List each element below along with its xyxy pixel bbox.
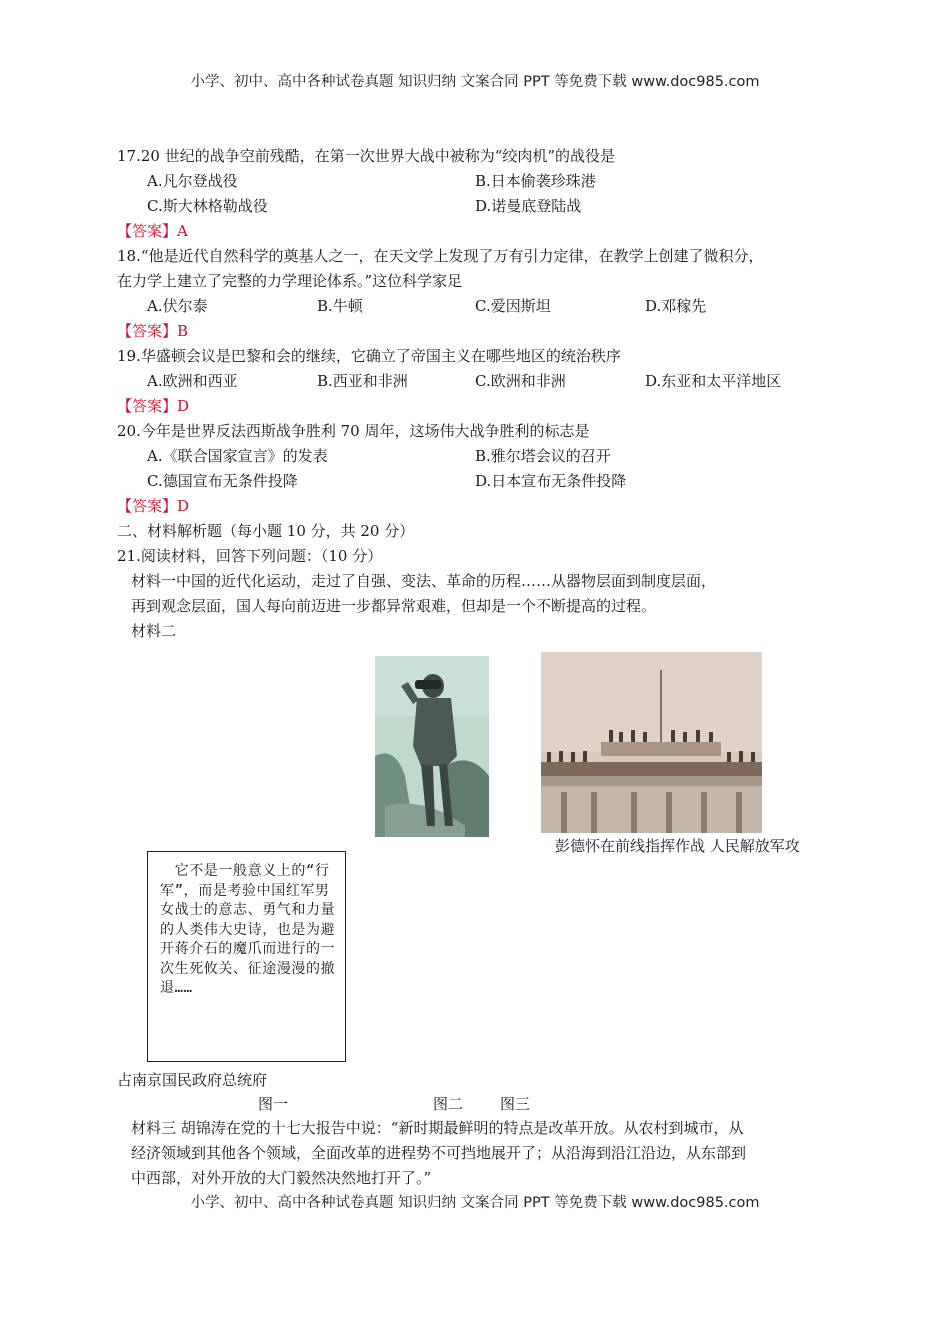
q19-option-b: B.西亚和非洲 xyxy=(317,372,408,390)
material-3-line3: 中西部，对外开放的大门毅然决然地打开了。” xyxy=(131,1169,432,1187)
photo-presidential-palace xyxy=(541,652,762,833)
question-17-stem: 17.20 世纪的战争空前残酷，在第一次世界大战中被称为“绞肉机”的战役是 xyxy=(117,147,616,165)
figure-3-label: 图三 xyxy=(500,1095,531,1113)
section-2-title: 二、材料解析题（每小题 10 分，共 20 分） xyxy=(117,522,415,540)
q18-option-a: A.伏尔泰 xyxy=(147,297,208,315)
q20-option-b: B.雅尔塔会议的召开 xyxy=(475,447,611,465)
q20-option-a: A.《联合国家宣言》的发表 xyxy=(147,447,328,465)
q19-option-c: C.欧洲和非洲 xyxy=(475,372,566,390)
question-18-stem-line1: 18.“他是近代自然科学的奠基人之一，在天文学上发现了万有引力定律，在教学上创建了微积分， xyxy=(117,247,764,265)
q20-option-d: D.日本宣布无条件投降 xyxy=(475,472,627,490)
q19-option-d: D.东亚和太平洋地区 xyxy=(645,372,782,390)
question-18-stem-line2: 在力学上建立了完整的力学理论体系。”这位科学家足 xyxy=(117,272,463,290)
q18-answer: 【答案】B xyxy=(117,322,189,340)
page-footer: 小学、初中、高中各种试卷真题 知识归纳 文案合同 PPT 等免费下载 www.doc985.com xyxy=(190,1195,760,1211)
material-2-label: 材料二 xyxy=(131,622,177,640)
photo-caption-left: 占南京国民政府总统府 xyxy=(117,1071,268,1089)
q18-option-c: C.爱因斯坦 xyxy=(475,297,551,315)
q18-option-b: B.牛顿 xyxy=(317,297,363,315)
q17-option-c: C.斯大林格勒战役 xyxy=(147,197,268,215)
q17-answer: 【答案】A xyxy=(117,222,188,240)
photo-peng-dehuai xyxy=(375,656,489,837)
q19-answer: 【答案】D xyxy=(117,397,190,415)
figure-1-label: 图一 xyxy=(258,1095,289,1113)
long-march-text: 它不是一般意义上的“行军”，而是考验中国红军男女战士的意志、勇气和力量的人类伟大史诗，也是为避开蒋介石的魔爪而进行的一次生死攸关、征途漫漫的撤退…… xyxy=(160,863,336,996)
question-19-stem: 19.华盛顿会议是巴黎和会的继续，它确立了帝国主义在哪些地区的统治秩序 xyxy=(117,347,621,365)
question-21-stem: 21.阅读材料，回答下列问题：（10 分） xyxy=(117,547,383,565)
long-march-text-box xyxy=(147,851,346,1062)
q19-option-a: A.欧洲和西亚 xyxy=(147,372,238,390)
material-3-line1: 材料三 胡锦涛在党的十七大报告中说：“新时期最鲜明的特点是改革开放。从农村到城市，从 xyxy=(131,1119,744,1137)
material-1-line2: 再到观念层面，国人每向前迈进一步都异常艰难，但却是一个不断提高的过程。 xyxy=(131,597,657,615)
page-header: 小学、初中、高中各种试卷真题 知识归纳 文案合同 PPT 等免费下载 www.doc985.com xyxy=(190,74,760,90)
q20-answer: 【答案】D xyxy=(117,497,190,515)
q20-option-c: C.德国宣布无条件投降 xyxy=(147,472,298,490)
q17-option-b: B.日本偷袭珍珠港 xyxy=(475,172,596,190)
photo-caption-right: 彭德怀在前线指挥作战 人民解放军攻 xyxy=(555,837,800,855)
question-20-stem: 20.今年是世界反法西斯战争胜利 70 周年，这场伟大战争胜利的标志是 xyxy=(117,422,590,440)
q18-option-d: D.邓稼先 xyxy=(645,297,707,315)
figure-2-label: 图二 xyxy=(433,1095,464,1113)
material-3-line2: 经济领域到其他各个领域，全面改革的进程势不可挡地展开了；从沿海到沿江沿边，从东部到 xyxy=(131,1144,747,1162)
material-1-line1: 材料一中国的近代化运动，走过了自强、变法、革命的历程……从器物层面到制度层面， xyxy=(131,572,717,590)
q17-option-d: D.诺曼底登陆战 xyxy=(475,197,582,215)
q17-option-a: A.凡尔登战役 xyxy=(147,172,238,190)
